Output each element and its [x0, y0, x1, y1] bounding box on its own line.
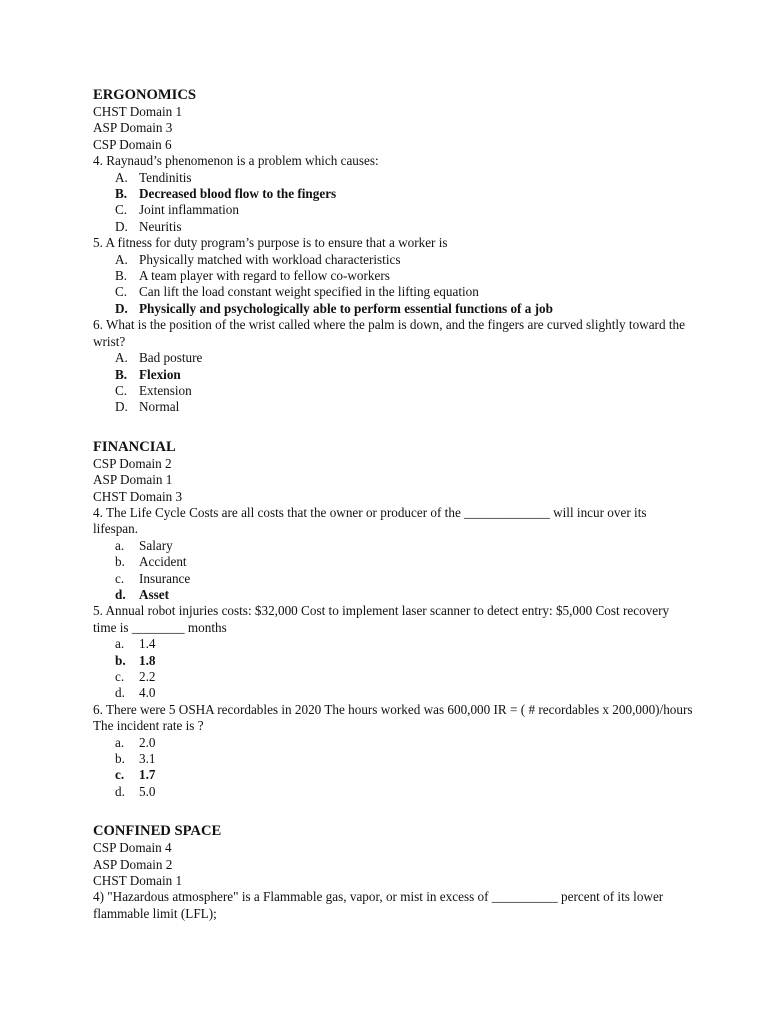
option-letter: A. — [115, 251, 128, 267]
answer-option — [115, 669, 693, 685]
option-letter: c. — [115, 570, 125, 586]
correct-answer-option — [115, 653, 693, 669]
option-text: 1.7 — [139, 767, 156, 783]
option-letter: d. — [115, 586, 126, 602]
option-letter: D. — [115, 218, 128, 234]
option-text: Bad posture — [139, 350, 203, 366]
answer-option — [115, 170, 693, 186]
option-letter: D. — [115, 399, 128, 415]
question — [93, 702, 693, 800]
option-letter: b. — [115, 751, 125, 767]
question — [93, 235, 693, 317]
correct-answer-option — [115, 186, 693, 202]
section-title: ERGONOMICS — [93, 87, 196, 103]
domain-line: ASP Domain 2 — [93, 856, 173, 872]
option-letter: C. — [115, 382, 128, 398]
option-letter: a. — [115, 537, 125, 553]
domain-line: CSP Domain 4 — [93, 840, 172, 856]
section-title: CONFINED SPACE — [93, 823, 222, 840]
option-text: Flexion — [139, 366, 181, 382]
question-text: 4. Raynaud’s phenomenon is a problem which causes: — [93, 153, 379, 169]
option-text: 3.1 — [139, 751, 156, 767]
option-text: 2.2 — [139, 669, 156, 684]
option-letter: b. — [115, 652, 126, 668]
question-text: 5. A fitness for duty program’s purpose is to ensure that a worker is — [93, 235, 448, 251]
answer-option — [115, 571, 693, 587]
question — [93, 505, 693, 603]
option-text: Normal — [139, 399, 180, 415]
domain-line: ASP Domain 1 — [93, 472, 173, 488]
option-text: Can lift the load constant weight specified in the lifting equation — [139, 284, 479, 300]
section-financial — [93, 438, 693, 801]
domain-line: CHST Domain 3 — [93, 488, 183, 504]
question — [93, 603, 693, 701]
domain-line: CHST Domain 1 — [93, 104, 183, 119]
option-letter: a. — [115, 636, 125, 652]
answer-option — [115, 268, 693, 284]
domain-line: ASP Domain 3 — [93, 120, 173, 136]
section-title: FINANCIAL — [93, 438, 176, 455]
option-letter: d. — [115, 685, 125, 701]
section-spacer — [93, 800, 693, 822]
option-text: Physically matched with workload characteristics — [139, 251, 401, 267]
domain-line: CHST Domain 1 — [93, 873, 183, 889]
option-letter: C. — [115, 202, 128, 218]
question-text: 6. What is the position of the wrist called where the palm is down, and the fingers are curved slightly toward the wrist? — [93, 317, 685, 349]
option-letter: D. — [115, 300, 128, 316]
option-letter: A. — [115, 350, 128, 366]
answer-option — [115, 735, 693, 751]
section-ergonomics — [93, 86, 693, 416]
answer-option — [115, 202, 693, 218]
question — [93, 317, 693, 415]
answer-option — [115, 219, 693, 235]
answer-option — [115, 784, 693, 800]
question — [93, 889, 693, 922]
correct-answer-option — [115, 767, 693, 783]
option-letter: b. — [115, 554, 125, 570]
answer-option — [115, 350, 693, 366]
option-text: A team player with regard to fellow co-workers — [139, 268, 390, 284]
option-text: Asset — [139, 586, 170, 602]
option-text: 4.0 — [139, 685, 156, 701]
correct-answer-option — [115, 367, 693, 383]
option-text: Joint inflammation — [139, 202, 239, 218]
option-letter: d. — [115, 783, 125, 799]
answer-option — [115, 399, 693, 415]
option-text: 1.8 — [139, 652, 156, 668]
answer-option — [115, 636, 693, 652]
option-text: Salary — [139, 537, 173, 553]
option-letter: c. — [115, 767, 125, 783]
answer-option — [115, 284, 693, 300]
question-text: 4. The Life Cycle Costs are all costs that the owner or producer of the _____________ will incur over its lifespan. — [93, 504, 647, 537]
option-text: Accident — [139, 554, 187, 570]
option-text: 5.0 — [139, 783, 156, 799]
answer-option — [115, 751, 693, 767]
option-letter: B. — [115, 186, 128, 202]
option-letter: B. — [115, 268, 128, 284]
answer-option — [115, 685, 693, 701]
correct-answer-option — [115, 587, 693, 603]
option-text: Neuritis — [139, 218, 182, 234]
option-text: Tendinitis — [139, 169, 192, 185]
option-letter: a. — [115, 734, 125, 750]
section-spacer — [93, 416, 693, 438]
domain-line: CSP Domain 6 — [93, 136, 172, 152]
question — [93, 153, 693, 235]
question-text: 4) "Hazardous atmosphere" is a Flammable gas, vapor, or mist in excess of __________ percent of its lower flammable limit (LFL); — [93, 889, 664, 921]
domain-line: CSP Domain 2 — [93, 455, 172, 471]
option-letter: c. — [115, 669, 125, 684]
option-text: 2.0 — [139, 734, 156, 750]
document-content — [93, 86, 693, 922]
answer-option — [115, 252, 693, 268]
option-letter: C. — [115, 284, 128, 300]
option-text: Insurance — [139, 570, 191, 586]
section-confined-space — [93, 822, 693, 922]
option-text: 1.4 — [139, 636, 156, 652]
question-text: 5. Annual robot injuries costs: $32,000 Cost to implement laser scanner to detect entry: $5,000 Cost recovery time is ________ months — [93, 603, 670, 635]
option-letter: A. — [115, 169, 128, 185]
option-text: Physically and psychologically able to perform essential functions of a job — [139, 300, 553, 316]
correct-answer-option — [115, 301, 693, 317]
option-letter: B. — [115, 366, 128, 382]
answer-option — [115, 383, 693, 399]
question-text: 6. There were 5 OSHA recordables in 2020 The hours worked was 600,000 IR = ( # recordables x 200,000)/hours The incident rate is ? — [93, 701, 693, 734]
option-text: Decreased blood flow to the fingers — [139, 186, 337, 202]
answer-option — [115, 538, 693, 554]
answer-option — [115, 554, 693, 570]
option-text: Extension — [139, 382, 192, 398]
